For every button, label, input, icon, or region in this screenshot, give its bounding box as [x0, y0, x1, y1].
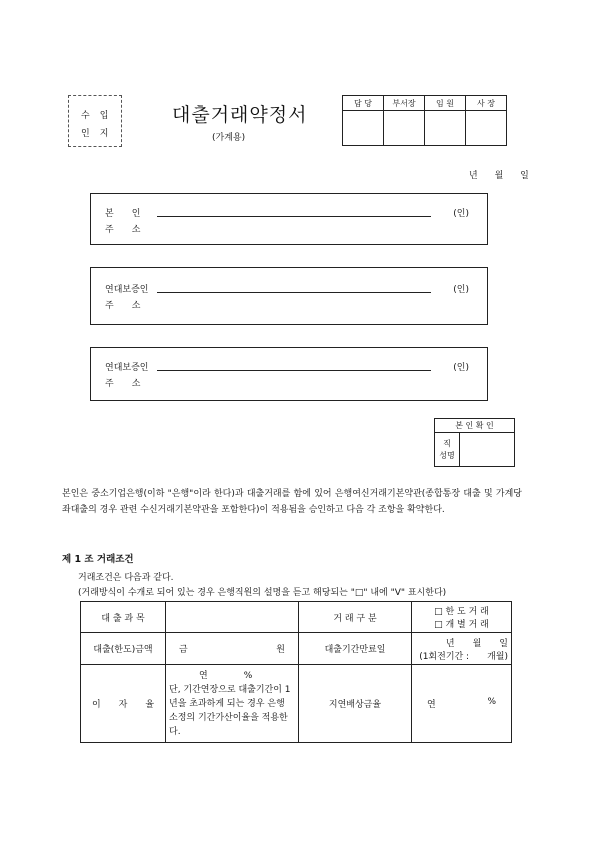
identity-check-labels	[435, 433, 460, 467]
revenue-stamp-box	[68, 95, 122, 147]
deal-type-label: 거 래 구 분	[299, 602, 412, 633]
maturity-label: 대출기간만료일	[299, 633, 412, 665]
limit-deal-checkbox[interactable]: □ 한 도 거 래	[434, 607, 489, 617]
interest-rate-label: 이 자 율	[81, 665, 166, 743]
deal-type-options	[412, 602, 512, 633]
amount-unit: 원	[276, 645, 285, 655]
seal-mark: (인)	[453, 285, 469, 295]
signature-line	[157, 292, 431, 293]
approval-header-dept-head: 부서장	[384, 96, 425, 111]
article-heading: 제 1 조 거래조건	[62, 554, 134, 565]
guarantor-label: 연대보증인	[105, 363, 149, 373]
identity-check-title: 본 인 확 인	[435, 419, 515, 433]
identity-check-table	[434, 418, 515, 467]
maturity-value[interactable]	[412, 633, 512, 665]
guarantor2-box	[90, 347, 488, 401]
principal-address-row[interactable]	[105, 222, 469, 234]
identity-check-sign-cell[interactable]	[460, 433, 515, 467]
approval-sign-cell[interactable]	[384, 111, 425, 146]
approval-table	[342, 95, 507, 146]
date-line	[455, 168, 529, 181]
revolving-period: (1회전기간 : 개월)	[419, 651, 508, 662]
date-year: 년	[469, 171, 478, 181]
amount-prefix: 금	[179, 645, 188, 655]
guarantor1-address-row[interactable]	[105, 298, 469, 310]
loan-subject-label: 대 출 과 목	[81, 602, 166, 633]
guarantor1-box	[90, 267, 488, 325]
approval-sign-cell[interactable]	[466, 111, 507, 146]
interest-rate-annual: 연 %	[199, 670, 253, 681]
principal-name-row[interactable]	[105, 206, 469, 218]
approval-header-president: 사 장	[466, 96, 507, 111]
interest-rate-value[interactable]	[166, 665, 299, 743]
interest-rate-note: 단, 기간연장으로 대출기간이 1년을 초과하게 되는 경우 은행 소정의 기간가산이율을 적용한다.	[169, 684, 291, 737]
article-line: 거래조건은 다음과 같다.	[78, 573, 174, 583]
approval-sign-cell[interactable]	[425, 111, 466, 146]
individual-deal-checkbox[interactable]: □ 개 별 거 래	[434, 620, 489, 630]
late-rate-unit: %	[487, 697, 496, 707]
date-day: 일	[520, 171, 529, 181]
stamp-label-line1: 수입	[81, 111, 119, 121]
guarantor2-address-row[interactable]	[105, 376, 469, 388]
date-month: 월	[494, 171, 504, 181]
page-subtitle: (가계용)	[212, 133, 246, 143]
page-title: 대출거래약정서	[172, 104, 308, 126]
intro-paragraph: 본인은 중소기업은행(이하 "은행"이라 한다)과 대출거래를 함에 있어 은행여신거래기본약관(종합통장 대출 및 가계당좌대출의 경우 관련 수신거래기본약관을 포함한다)이 적용됨을 승인하고 다음 각 조항을 확약한다.	[62, 489, 522, 515]
loan-amount-label: 대출(한도)금액	[81, 633, 166, 665]
approval-sign-cell[interactable]	[343, 111, 384, 146]
principal-box	[90, 193, 488, 245]
maturity-date: 년 월 일	[445, 638, 508, 649]
address-label: 주 소	[105, 379, 141, 389]
signature-line	[157, 216, 431, 217]
late-rate-prefix: 연	[427, 700, 436, 710]
position-label: 직	[443, 438, 451, 448]
address-label: 주 소	[105, 301, 141, 311]
guarantor-label: 연대보증인	[105, 285, 149, 295]
terms-table	[80, 601, 512, 743]
approval-header-staff: 담 당	[343, 96, 384, 111]
seal-mark: (인)	[453, 363, 469, 373]
loan-amount-value[interactable]	[166, 633, 299, 665]
loan-subject-value[interactable]	[166, 602, 299, 633]
guarantor1-name-row[interactable]	[105, 282, 469, 294]
article-note: (거래방식이 수개로 되어 있는 경우 은행직원의 설명을 듣고 해당되는 "□" 내에 "V" 표시한다)	[78, 588, 447, 598]
seal-mark: (인)	[453, 209, 469, 219]
late-rate-label: 지연배상금율	[299, 665, 412, 743]
signature-line	[157, 370, 431, 371]
principal-label: 본 인	[105, 209, 141, 219]
approval-header-executive: 임 원	[425, 96, 466, 111]
stamp-label-line2: 인지	[81, 129, 119, 139]
name-label: 성명	[439, 450, 455, 460]
guarantor2-name-row[interactable]	[105, 360, 469, 372]
address-label: 주 소	[105, 225, 141, 235]
late-rate-value[interactable]	[412, 665, 512, 743]
